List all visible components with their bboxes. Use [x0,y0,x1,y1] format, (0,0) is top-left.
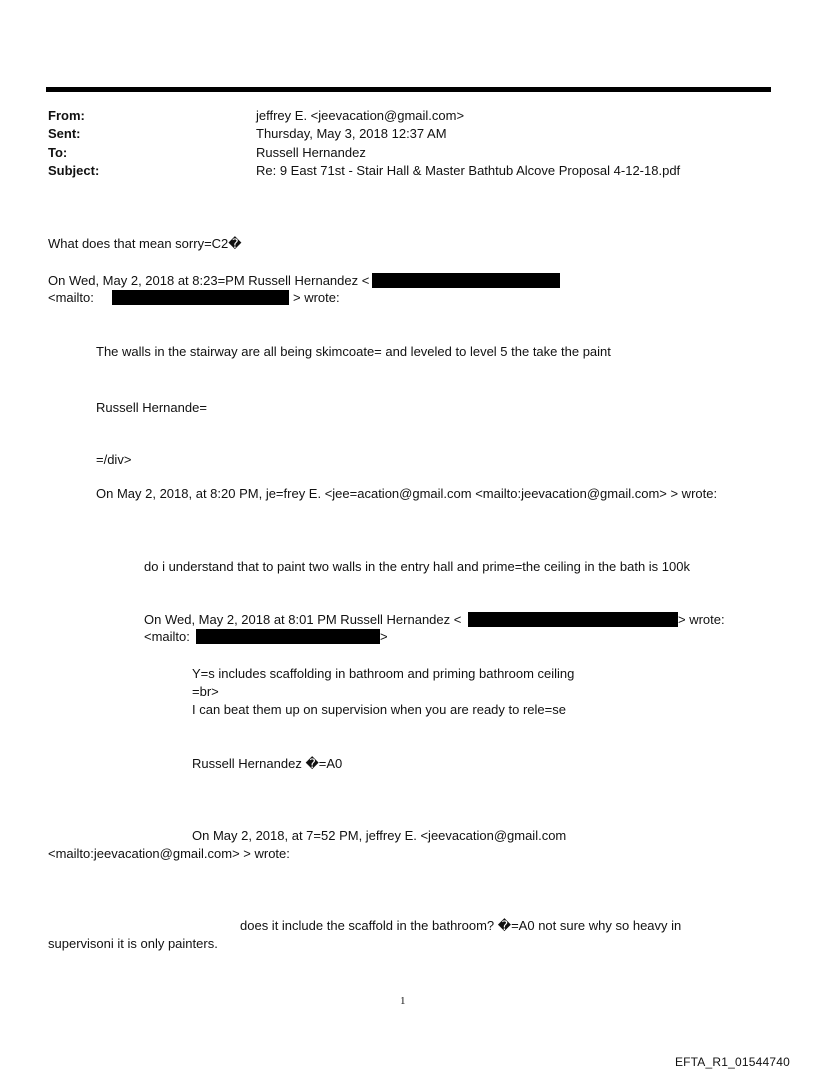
mailto-prefix-3: <mailto: [144,629,190,644]
subject-value: Re: 9 East 71st - Stair Hall & Master Bathtub Alcove Proposal 4-12-18.pdf [256,163,681,178]
header-rule [46,87,771,92]
signature-1: Russell Hernande= [96,400,207,415]
to-value: Russell Hernandez [256,145,366,160]
signature-3: Russell Hernandez �=A0 [192,756,343,771]
subject-label: Subject: [48,163,100,178]
redaction-box [372,273,560,288]
message-text-2: do i understand that to paint two walls in the entry hall and prime=the ceiling in the bath is 100k [144,559,690,574]
redaction-box [196,629,380,644]
quote-header-3: On Wed, May 2, 2018 at 8:01 PM Russell Hernandez < [144,612,462,627]
quote-header-4b: <mailto:jeevacation@gmail.com> > wrote: [48,846,290,861]
quote-header-1: On Wed, May 2, 2018 at 8:23=PM Russell Hernandez < [48,273,370,288]
message-text-3b: =br> [192,684,219,699]
bates-number: EFTA_R1_01544740 [674,1055,790,1069]
message-text-3a: Y=s includes scaffolding in bathroom and priming bathroom ceiling [192,666,575,681]
message-text-1: The walls in the stairway are all being skimcoate= and leveled to level 5 the take the paint [96,344,611,359]
quote-header-2: On May 2, 2018, at 8:20 PM, je=frey E. <jee=acation@gmail.com <mailto:jeevacation@gmail.com> > wrote: [96,486,718,501]
redaction-box [468,612,678,627]
quote-header-4a: On May 2, 2018, at 7=52 PM, jeffrey E. <jeevacation@gmail.com [192,828,567,843]
redaction-box [112,290,289,305]
message-text-3c: I can beat them up on supervision when you are ready to rele=se [192,702,566,717]
wrote-1: > wrote: [293,290,340,305]
sent-label: Sent: [48,126,81,141]
mailto-close-3: > [380,629,388,644]
to-label: To: [48,145,68,160]
message-text-4a: does it include the scaffold in the bathroom? �=A0 not sure why so heavy in [240,918,682,933]
page-number: 1 [400,995,406,1007]
message-text-4b: supervisoni it is only painters. [48,936,218,951]
wrote-3: > wrote: [678,612,725,627]
from-label: From: [48,108,85,123]
reply-line: What does that mean sorry=C2� [48,236,242,251]
div-artifact: =/div> [96,452,132,467]
mailto-prefix-1: <mailto: [48,290,94,305]
from-value: jeffrey E. <jeevacation@gmail.com> [256,108,465,123]
sent-value: Thursday, May 3, 2018 12:37 AM [256,126,447,141]
